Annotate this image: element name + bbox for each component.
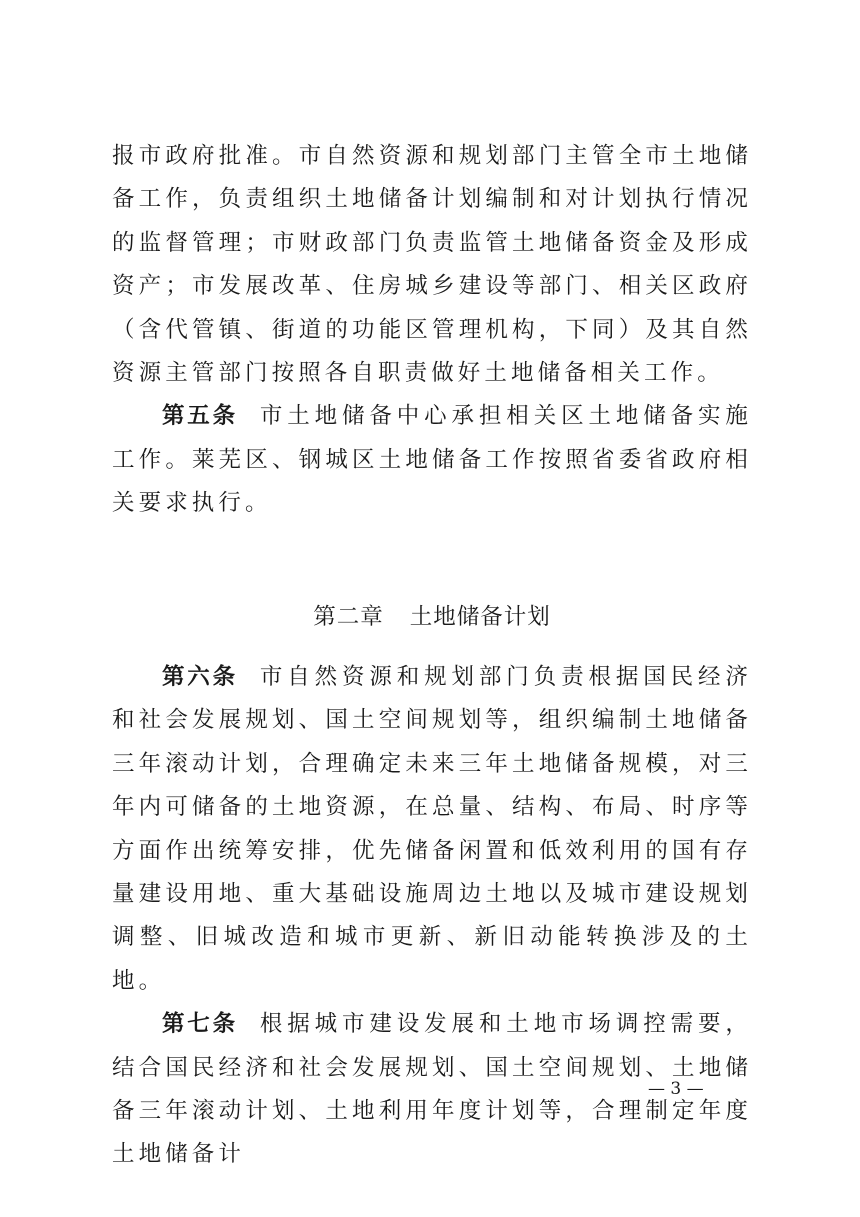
paragraph-article-5 [112, 395, 752, 525]
article-number: 第五条 [162, 403, 238, 430]
article-number: 第六条 [162, 664, 238, 690]
chapter-title: 土地储备计划 [409, 604, 551, 630]
article-text: 市自然资源和规划部门负责根据国民经济和社会发展规划、国土空间规划等，组织编制土地储备三年滚动计划，合理确定未来三年土地储备规模，对三年内可储备的土地资源，在总量、结构、布局、时序等方面作出统筹安排，优先储备闲置和低效利用的国有存量建设用地、重大基础设施周边土地以及城市建设规划调整、旧城改造和城市更新、新旧动能转换涉及的土地。 [112, 664, 752, 994]
article-text: 根据城市建设发展和土地市场调控需要，结合国民经济和社会发展规划、国土空间规划、土地储备三年滚动计划、土地利用年度计划等，合理制定年度土地储备计 [112, 1011, 752, 1168]
article-text: 市土地储备中心承担相关区土地储备实施工作。莱芜区、钢城区土地储备工作按照省委省政府相关要求执行。 [112, 403, 752, 517]
paragraph-article-6 [112, 656, 752, 1003]
article-number: 第七条 [162, 1011, 238, 1038]
chapter-number: 第二章 [313, 604, 384, 630]
page-number: — 3 — [648, 1079, 704, 1099]
chapter-heading [112, 600, 752, 634]
text-block-upper [112, 135, 752, 526]
paragraph-continuation: 报市政府批准。市自然资源和规划部门主管全市土地储备工作，负责组织土地储备计划编制和对计划执行情况的监督管理；市财政部门负责监管土地储备资金及形成资产；市发展改革、住房城乡建设等部门、相关区政府（含代管镇、街道的功能区管理机构，下同）及其自然资源主管部门按照各自职责做好土地储备相关工作。 [112, 143, 752, 387]
